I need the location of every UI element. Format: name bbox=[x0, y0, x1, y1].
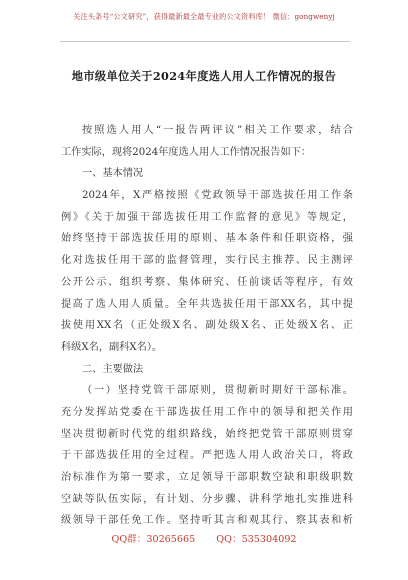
promo-banner: 关注头条号“公文研究”，获得最新最全最专业的公文资料库！ 微信：gongwenyj bbox=[73, 12, 335, 21]
paragraph-line: 坚决贯彻新时代党的组织路线，始终把党管干部原则贯穿 bbox=[61, 428, 353, 440]
subsection-heading: （一）坚持党管干部原则，贯彻新时期好干部标准。 bbox=[82, 385, 353, 397]
qq-group-text: QQ群：30265665 bbox=[111, 534, 196, 545]
paragraph-line: 级领导干部任免工作。坚持听其言和观其行、察其表和析 bbox=[61, 515, 353, 527]
paragraph-line: 提高了选人用人质量。全年共选拔任用干部XX名，其中提 bbox=[61, 298, 353, 310]
section-heading: 一、基本情况 bbox=[82, 168, 144, 180]
header-divider bbox=[60, 41, 350, 42]
document-body bbox=[61, 120, 353, 532]
paragraph-line: 2024年，X严格按照《党政领导干部选拔任用工作条 bbox=[82, 190, 353, 202]
section-heading: 二、主要做法 bbox=[82, 363, 144, 375]
document-title: 地市级单位关于2024年度选人用人工作情况的报告 bbox=[71, 69, 337, 83]
paragraph-line: 公开公示、组织考察、集体研究、任前谈话等程序，有效 bbox=[61, 276, 353, 288]
paragraph-line: 治标准作为第一要求，立足领导干部职数空缺和职级职数 bbox=[61, 472, 353, 483]
paragraph-line: 空缺等队伍实际，有计划、分步骤、讲科学地扎实推进科 bbox=[61, 493, 353, 505]
paragraph-line: 科级X名，副科X名）。 bbox=[61, 341, 163, 353]
paragraph-line: 化对选拔任用干部的监督管理，实行民主推荐、民主测评 bbox=[61, 255, 353, 267]
paragraph-line: 始终坚持干部选拔任用的原则、基本条件和任职资格，强 bbox=[61, 233, 353, 245]
paragraph-line: 例》《关于加强干部选拔任用工作监督的意见》等规定， bbox=[61, 211, 353, 223]
contact-footer bbox=[0, 531, 408, 545]
paragraph-line: 按照选人用人“一报告两评议”相关工作要求，结合 bbox=[82, 125, 353, 136]
paragraph-line: 拔使用XX名（正处级X名、副处级X名、正处级X名、正 bbox=[61, 320, 353, 332]
paragraph-line: 充分发挥站党委在干部选拔任用工作中的领导和把关作用 bbox=[61, 406, 353, 418]
qq-text: QQ：535304092 bbox=[216, 534, 297, 545]
paragraph-line: 于干部选拔任用的全过程。严把选人用人政治关口，将政 bbox=[61, 450, 353, 462]
paragraph-line: 工作实际，现将2024年度选人用人工作情况报告如下： bbox=[61, 146, 312, 158]
